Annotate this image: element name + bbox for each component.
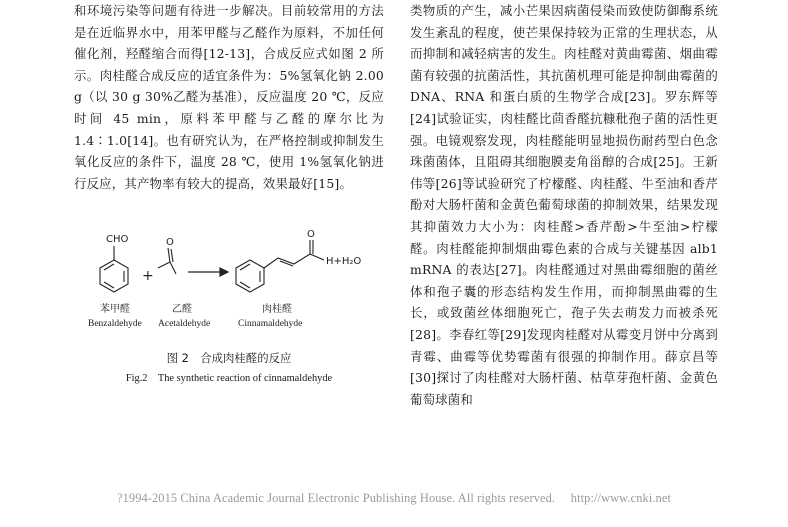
benzaldehyde-en-label: Benzaldehyde xyxy=(88,319,142,329)
acetaldehyde-structure xyxy=(158,248,176,274)
acetaldehyde-en-label: Acetaldehyde xyxy=(158,319,211,329)
reaction-arrow xyxy=(188,268,228,276)
cinnamaldehyde-o-label: O xyxy=(307,229,315,240)
figure-caption-en: Fig.2 The synthetic reaction of cinnamaldehyde xyxy=(125,373,333,384)
left-paragraph: 和环境污染等问题有待进一步解决。目前较常用的方法是在近临界水中，用苯甲醛与乙醛作为原料，不加任何催化剂，羟醛缩合而得[12-13]，合成反应式如图 2 所示。肉桂醛合成反应的适宜条件为：5%氢氧化钠 2.00 g（以 30 g 30%乙醛为基准），反应温度 20 ℃，反应时间 45 min，原料苯甲醛与乙醛的摩尔比为 1.4∶1.0[14]。也有研究认为，在严格控制或抑制发生氧化反应的条件下，温度 28 ℃，使用 1%氢氧化钠进行反应，其产物率有较大的提高，效果最好[15]。 xyxy=(74,3,384,191)
right-text-column xyxy=(410,0,718,410)
reaction-figure xyxy=(74,222,384,387)
plus-sign: + xyxy=(142,268,154,284)
reaction-scheme xyxy=(74,222,384,347)
benzaldehyde-structure xyxy=(100,246,128,292)
acetaldehyde-cn-label: 乙醛 xyxy=(172,304,192,315)
cinnamaldehyde-en-label: Cinnamaldehyde xyxy=(238,319,303,329)
left-text-column xyxy=(74,0,384,194)
right-paragraph: 类物质的产生，减小芒果因病菌侵染而致使防御酶系统发生紊乱的程度，使芒果保持较为正常的生理状态，从而抑制和减轻病害的发生。肉桂醛对黄曲霉菌、烟曲霉菌有较强的抗菌活性，其抗菌机理可能是抑制曲霉菌的 DNA、RNA 和蛋白质的生物学合成[23]。罗东辉等[24]试验证实，肉桂醛比茴香醛抗糠秕孢子菌的活性更强。电镜观察发现，肉桂醛能明显地损伤耐药型白色念珠菌菌体，且阻碍其细胞膜麦角甾醇的合成[25]。王新伟等[26]等试验研究了柠檬醛、肉桂醛、牛至油和香芹酚对大肠杆菌和金黄色葡萄球菌的抑制效果，结果发现其抑菌效力大小为：肉桂醛>香芹酚>牛至油>柠檬醛。肉桂醛能抑制烟曲霉色素的合成与关键基因 alb1 mRNA 的表达[27]。肉桂醛通过对黑曲霉细胞的菌丝体和孢子囊的形态结构发生作用，而抑制黑曲霉的生长，或致菌丝体细胞死亡，孢子失去萌发力而被杀死[28]。李春红等[29]发现肉桂醛对从霉变月饼中分离到青霉、曲霉等优势霉菌有很强的抑制作用。薛京昌等[30]探讨了肉桂醛对大肠杆菌、枯草芽孢杆菌、金黄色葡萄球菌和 xyxy=(410,3,718,407)
cho-label: CHO xyxy=(106,234,129,245)
byproduct-label: H+H₂O xyxy=(326,256,362,267)
cinnamaldehyde-structure xyxy=(236,240,324,292)
cinnamaldehyde-cn-label: 肉桂醛 xyxy=(262,304,292,315)
acetaldehyde-o-label: O xyxy=(166,237,174,248)
benzaldehyde-cn-label: 苯甲醛 xyxy=(100,304,130,315)
figure-caption-cn: 图 2 合成肉桂醛的反应 xyxy=(166,351,292,365)
copyright-footer: ?1994-2015 China Academic Journal Electronic Publishing House. All rights reserved. http://www.cnki.net xyxy=(117,491,671,505)
